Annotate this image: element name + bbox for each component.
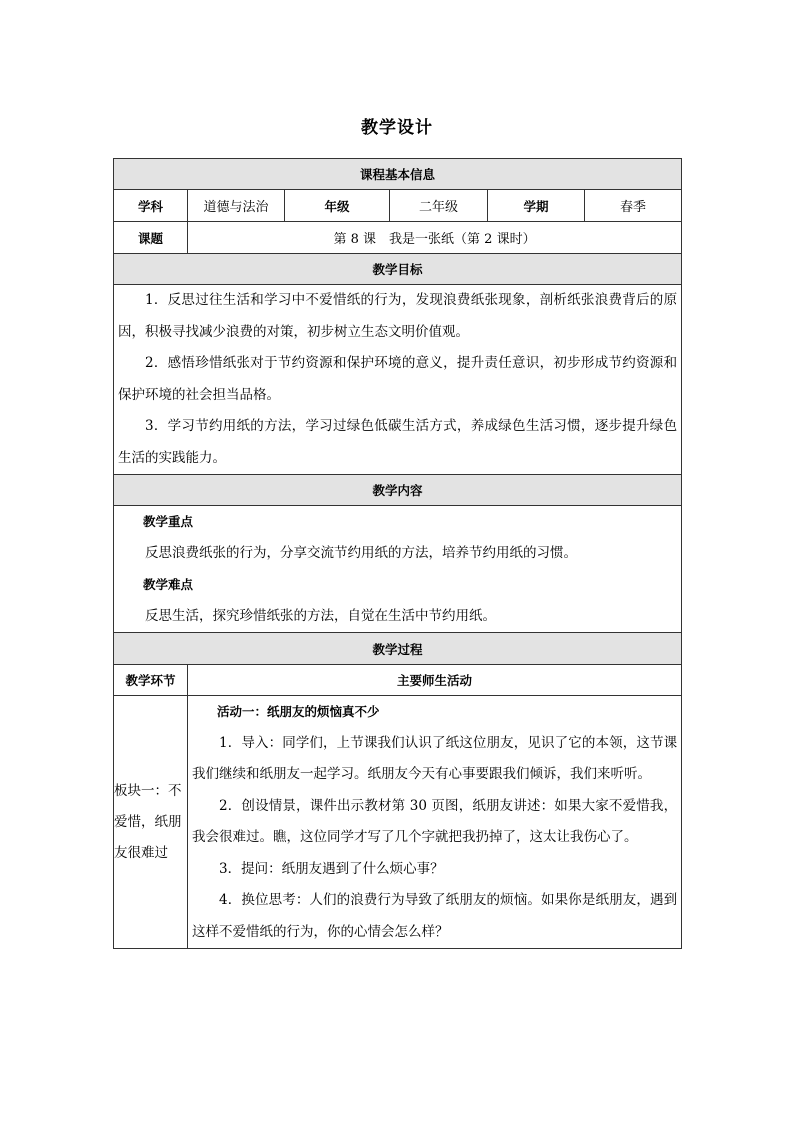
document-title: 教学设计 [361, 118, 433, 138]
activity-cell [188, 696, 682, 949]
stage-cell: 板块一：不爱惜，纸朋友很难过 [114, 696, 188, 949]
objective-item: 3．学习节约用纸的方法，学习过绿色低碳生活方式，养成绿色生活习惯，逐步提升绿色生活的实践能力。 [118, 418, 678, 466]
content-header: 教学内容 [114, 475, 682, 506]
content-body [114, 506, 682, 633]
activity-step: 2．创设情景，课件出示教材第 30 页图，纸朋友讲述：如果大家不爱惜我，我会很难过。瞧，这位同学才写了几个字就把我扔掉了，这太让我伤心了。 [192, 797, 678, 845]
difficulty-text: 反思生活，探究珍惜纸张的方法，自觉在生活中节约用纸。 [145, 607, 496, 624]
objective-item: 1．反思过往生活和学习中不爱惜纸的行为，发现浪费纸张现象，剖析纸张浪费背后的原因，积极寻找减少浪费的对策，初步树立生态文明价值观。 [118, 292, 678, 340]
term-label: 学期 [488, 190, 585, 222]
grade-label: 年级 [285, 190, 390, 222]
subject-label: 学科 [114, 190, 188, 222]
process-header: 教学过程 [114, 633, 682, 665]
key-points-label: 教学重点 [143, 514, 194, 529]
key-points-text: 反思浪费纸张的行为，分享交流节约用纸的方法，培养节约用纸的习惯。 [145, 544, 577, 561]
activity-step: 4．换位思考：人们的浪费行为导致了纸朋友的烦恼。如果你是纸朋友，遇到这样不爱惜纸的行为，你的心情会怎么样？ [192, 892, 678, 940]
activity-step: 1．导入：同学们，上节课我们认识了纸这位朋友，见识了它的本领，这节课我们继续和纸朋友一起学习。纸朋友今天有心事要跟我们倾诉，我们来听听。 [192, 734, 678, 782]
basic-info-header: 课程基本信息 [114, 159, 682, 190]
activity-step: 3．提问：纸朋友遇到了什么烦心事？ [219, 860, 444, 877]
objective-item: 2．感悟珍惜纸张对于节约资源和保护环境的意义，提升责任意识，初步形成节约资源和保护环境的社会担当品格。 [118, 355, 678, 403]
lesson-plan-table [113, 158, 682, 949]
topic-label: 课题 [114, 222, 188, 254]
stage-column-header: 教学环节 [114, 665, 188, 696]
term-value: 春季 [585, 190, 682, 222]
difficulty-label: 教学难点 [143, 577, 194, 592]
activity-column-header: 主要师生活动 [188, 665, 682, 696]
objectives-body [114, 285, 682, 475]
grade-value: 二年级 [390, 190, 488, 222]
objectives-header: 教学目标 [114, 254, 682, 285]
activity-title: 活动一：纸朋友的烦恼真不少 [217, 704, 380, 719]
subject-value: 道德与法治 [188, 190, 285, 222]
topic-value: 第 8 课 我是一张纸（第 2 课时） [188, 222, 682, 254]
